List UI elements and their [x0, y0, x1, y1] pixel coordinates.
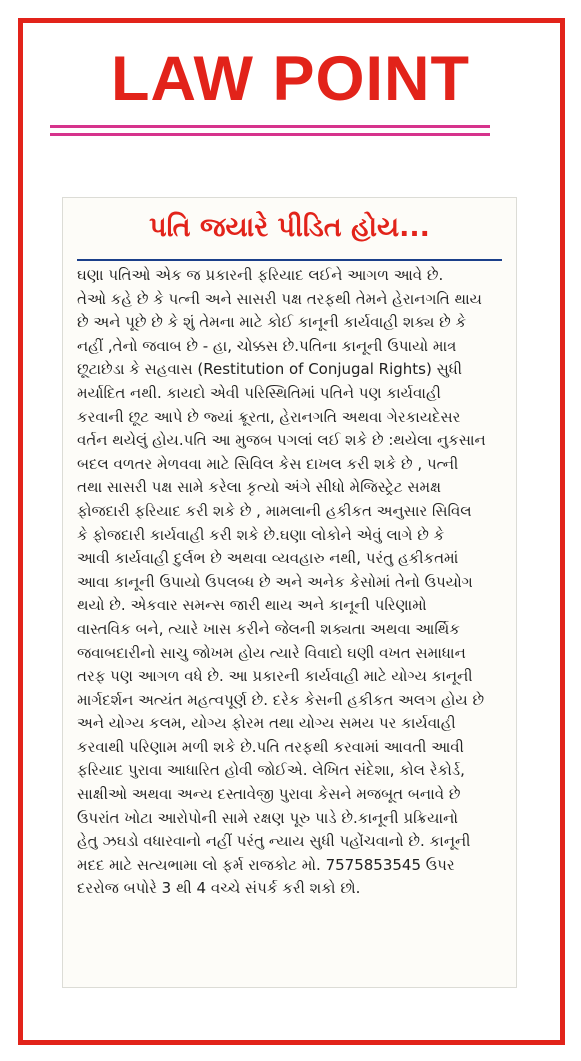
headline-divider [77, 259, 502, 261]
article-line: ઘણા પતિઓ એક જ પ્રકારની ફરિયાદ લઈને આગળ આવે છે. [77, 266, 444, 284]
masthead-title: LAW POINT [111, 44, 470, 114]
article-line: નહીં ,તેનો જવાબ છે - હા, ચોક્કસ છે.પતિના કાનૂની ઉપાયો માત્ર [77, 336, 457, 355]
article-line: માર્ગદર્શન અત્યંત મહત્વપૂર્ણ છે. દરેક કેસની હકીકત અલગ હોય છે [77, 690, 485, 709]
article-line: વાસ્તવિક બને, ત્યારે ખાસ કરીને જેલની શક્યતા અથવા આર્થિક [77, 619, 460, 638]
article-line: તરફ પણ આગળ વધે છે. આ પ્રકારની કાર્યવાહી માટે યોગ્ય કાનૂની [77, 667, 473, 686]
article-line: કરવાથી પરિણામ મળી શકે છે.પતિ તરફથી કરવામાં આવતી આવી [77, 737, 464, 756]
article-line: છૂટાછેડા કે સહવાસ (Restitution of Conjugal Rights) સુધી [77, 360, 463, 379]
article-line: થયો છે. એકવાર સમન્સ જારી થાય અને કાનૂની પરિણામો [77, 596, 427, 615]
article-headline: પતિ જયારે પીડિત હોય... [149, 212, 430, 243]
article-line: ફરિયાદ પુરાવા આધારિત હોવી જોઈએ. લેખિત સંદેશા, કોલ રેકોર્ડ, [77, 761, 465, 780]
article-line: મદદ માટે સત્યભામા લો ફર્મ રાજકોટ મો. 7575853545 ઉપર [77, 855, 455, 874]
article-line: ઉપરાંત ખોટા આરોપોની સામે રક્ષણ પૂરુ પાડે છે.કાનૂની પ્રક્રિયાનો [77, 808, 458, 827]
article-line: સાક્ષીઓ અથવા અન્ય દસ્તાવેજી પુરાવા કેસને મજબૂત બનાવે છે [77, 785, 461, 804]
masthead-divider-top [50, 125, 490, 128]
article-line: બદલ વળતર મેળવવા માટે સિવિલ કેસ દાખલ કરી શકે છે , પત્ની [77, 454, 459, 473]
article-line: છે અને પૂછે છે કે શું તેમના માટે કોઈ કાનૂની કાર્યવાહી શક્ય છે કે [77, 313, 467, 332]
article-line: હેતુ ઝઘડો વધારવાનો નહીં પરંતુ ન્યાય સુધી પહોંચવાનો છે. કાનૂની [77, 832, 471, 851]
article-line: મર્યાદિત નથી. કાયદો એવી પરિસ્થિતિમાં પતિને પણ કાર્યવાહી [77, 383, 441, 402]
article-line: જવાબદારીનો સાચુ જોખમ હોય ત્યારે વિવાદો ઘણી વખત સમાધાન [77, 643, 466, 662]
article-line: કે ફોજદારી કાર્યવાહી કરી શકે છે.ઘણા લોકોને એવું લાગે છે કે [77, 525, 445, 544]
article-line: વર્તન થયેલું હોય.પતિ આ મુજબ પગલાં લઈ શકે છે :થયેલા નુકસાન [77, 431, 486, 450]
article-body [77, 264, 502, 977]
article-line: દરરોજ બપોરે 3 થી 4 વચ્ચે સંપર્ક કરી શકો છો. [77, 879, 361, 898]
article-line: કરવાની છૂટ આપે છે જ્યાં ક્રૂરતા, હેરાનગતિ અથવા ગેરકાયદેસર [77, 407, 461, 426]
article-line: આવા કાનૂની ઉપાયો ઉપલબ્ધ છે અને અનેક કેસોમાં તેનો ઉપયોગ [77, 572, 473, 591]
article-card [62, 197, 517, 988]
article-line: ફોજદારી ફરિયાદ કરી શકે છે , મામલાની હકીકત અનુસાર સિવિલ [77, 501, 472, 520]
article-line: અને યોગ્ય કલમ, યોગ્ય ફોરમ તથા યોગ્ય સમય પર કાર્યવાહી [77, 714, 456, 733]
article-line: તથા સાસરી પક્ષ સામે કરેલા કૃત્યો અંગે સીધો મેજિસ્ટ્રેટ સમક્ષ [77, 478, 442, 497]
article-line: તેઓ કહે છે કે પત્ની અને સાસરી પક્ષ તરફથી તેમને હેરાનગતિ થાય [77, 289, 482, 308]
article-line: આવી કાર્યવાહી દુર્લભ છે અથવા વ્યવહારુ નથી, પરંતુ હકીકતમાં [77, 549, 459, 568]
masthead-divider-bottom [50, 133, 490, 136]
